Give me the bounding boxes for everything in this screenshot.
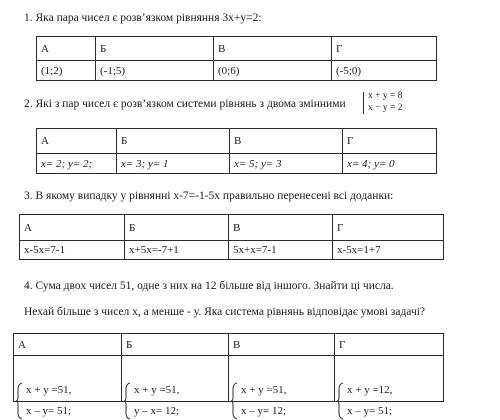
q4-header-a: А (14, 334, 122, 356)
system-equation-2: x − y = 2 (368, 102, 403, 113)
q2-answer-v[interactable]: x= 5; y= 3 (230, 154, 343, 174)
brace-icon (337, 383, 344, 419)
q2-answer-a[interactable]: x= 2; y= 2; (37, 154, 117, 174)
q1-header-a: А (37, 37, 96, 61)
q4-answer-g[interactable] (335, 356, 444, 417)
q4-v-equation-1: х + у =51, (241, 383, 287, 396)
q4-b-equation-2: у – х= 12; (134, 404, 180, 417)
q1-answer-v[interactable]: (0;6) (214, 61, 332, 81)
q2-header-a: А (37, 129, 117, 154)
q1-header-v: В (214, 37, 332, 61)
system-equation-1: x + y = 8 (368, 91, 403, 101)
question-3-answer-table (19, 214, 444, 260)
q2-header-v: В (230, 129, 343, 154)
q4-header-b: Б (122, 334, 229, 356)
q4-answer-b[interactable] (122, 356, 229, 417)
q3-answer-b[interactable]: х+5х=-7+1 (125, 241, 229, 260)
q4-a-equation-2: х – у= 51; (26, 404, 72, 417)
brace-icon (16, 383, 23, 419)
question-1-answer-table (36, 36, 437, 81)
question-2-equation-system (363, 91, 402, 114)
q1-header-g: Г (332, 37, 437, 61)
q4-answer-v[interactable] (229, 356, 335, 417)
question-4-subtext: Нехай більше з чисел х, а менше - у. Яка система рівнянь відповідає умові задачі? (24, 306, 426, 318)
q2-header-b: Б (117, 129, 230, 154)
system-brace (363, 92, 364, 114)
q3-answer-a[interactable]: х-5х=7-1 (20, 241, 125, 260)
q4-g-equation-1: х + у =12, (347, 383, 393, 396)
q2-answer-b[interactable]: x= 3; y= 1 (117, 154, 230, 174)
q2-answer-g[interactable]: x= 4; y= 0 (343, 154, 437, 174)
question-1-text: 1. Яка пара чисел є розв’язком рівняння 3х+у=2: (24, 12, 262, 24)
q3-answer-g[interactable]: х-5х=1+7 (333, 241, 444, 260)
question-2-answer-table (36, 128, 437, 174)
q4-g-equation-2: х – у= 51; (347, 404, 393, 417)
q4-a-equation-1: х + у =51, (26, 383, 72, 396)
question-2-text: 2. Які з пар чисел є розв’язком системи рівнянь з двома змінними (24, 98, 346, 110)
q1-answer-a[interactable]: (1;2) (37, 61, 96, 81)
q4-answer-a[interactable] (14, 356, 122, 417)
q4-header-v: В (229, 334, 335, 356)
brace-icon (124, 383, 131, 419)
brace-icon (231, 383, 238, 419)
q3-header-a: А (20, 215, 125, 241)
q4-header-g: Г (335, 334, 444, 356)
q4-b-equation-1: х + у =51, (134, 383, 180, 396)
q1-answer-g[interactable]: (-5;0) (332, 61, 437, 81)
q2-header-g: Г (343, 129, 437, 154)
q1-answer-b[interactable]: (-1;5) (96, 61, 214, 81)
q3-answer-v[interactable]: 5х+х=7-1 (229, 241, 333, 260)
q3-header-v: В (229, 215, 333, 241)
q3-header-g: Г (333, 215, 444, 241)
question-3-text: 3. В якому випадку у рівнянні х-7=-1-5х правильно перенесені всі доданки: (24, 190, 394, 202)
q4-v-equation-2: х – у= 12; (241, 404, 287, 417)
question-4-text: 4. Сума двох чисел 51, одне з них на 12 більше від іншого. Знайти ці числа. (24, 280, 394, 292)
q3-header-b: Б (125, 215, 229, 241)
question-4-answer-table (13, 333, 444, 417)
q1-header-b: Б (96, 37, 214, 61)
